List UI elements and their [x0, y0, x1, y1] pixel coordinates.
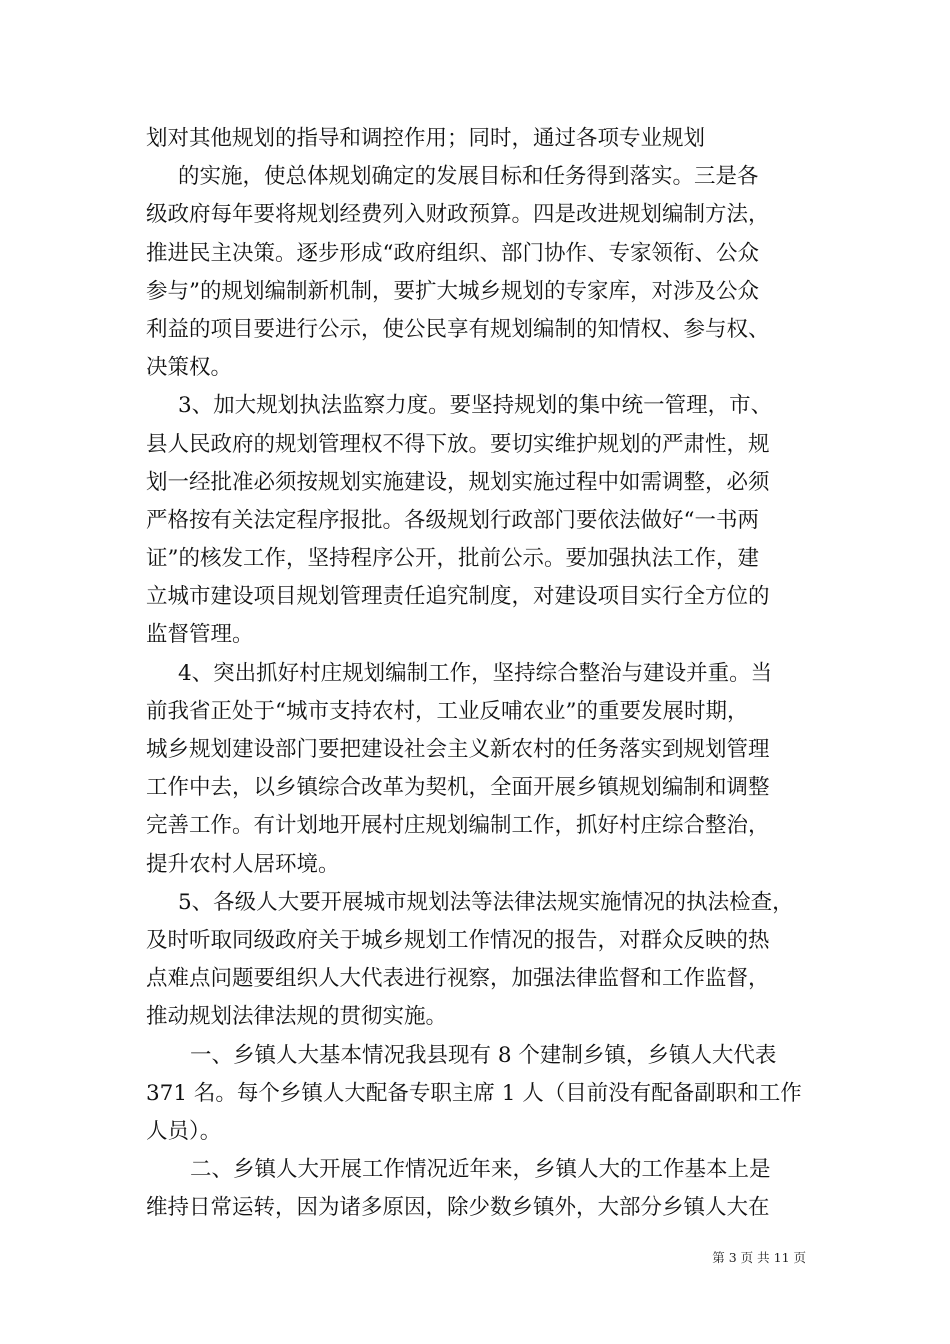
text-line: 划对其他规划的指导和调控作用；同时，通过各项专业规划 — [146, 126, 706, 151]
text-line: 监督管理。 — [146, 622, 254, 648]
text-line: 及时听取同级政府关于城乡规划工作情况的报告，对群众反映的热 — [146, 927, 770, 953]
text-line: 参与”的规划编制新机制，要扩大城乡规划的专家库，对涉及公众 — [146, 278, 759, 304]
text-line: 提升农村人居环境。 — [146, 851, 340, 877]
text-line: 二、乡镇人大开展工作情况近年来，乡镇人大的工作基本上是 — [190, 1157, 771, 1183]
text-line: 决策权。 — [146, 355, 233, 381]
text-line: 利益的项目要进行公示，使公民享有规划编制的知情权、参与权、 — [146, 316, 770, 342]
text-line: 城乡规划建设部门要把建设社会主义新农村的任务落实到规划管理 — [146, 737, 770, 762]
text-line: 的实施，使总体规划确定的发展目标和任务得到落实。三是各 — [178, 164, 759, 190]
body-text — [146, 120, 816, 1227]
text-line: 工作中去，以乡镇综合改革为契机，全面开展乡镇规划编制和调整 — [146, 775, 770, 801]
text-line: 划一经批准必须按规划实施建设，规划实施过程中如需调整，必须 — [146, 469, 770, 495]
text-line: 前我省正处于“城市支持农村，工业反哺农业”的重要发展时期， — [146, 698, 749, 724]
text-line: 一、乡镇人大基本情况我县现有 8 个建制乡镇，乡镇人大代表 — [190, 1042, 777, 1068]
text-line: 3、加大规划执法监察力度。要坚持规划的集中统一管理，市、 — [178, 393, 773, 419]
text-line: 县人民政府的规划管理权不得下放。要切实维护规划的严肃性，规 — [146, 431, 770, 457]
text-line: 4、突出抓好村庄规划编制工作，坚持综合整治与建设并重。当 — [178, 660, 773, 686]
text-line: 维持日常运转，因为诸多原因，除少数乡镇外，大部分乡镇人大在 — [146, 1195, 770, 1221]
text-line: 严格按有关法定程序报批。各级规划行政部门要依法做好“一书两 — [146, 507, 759, 533]
text-line: 级政府每年要将规划经费列入财政预算。四是改进规划编制方法， — [146, 202, 770, 228]
text-line: 立城市建设项目规划管理责任追究制度，对建设项目实行全方位的 — [146, 584, 770, 610]
text-line: 人员）。 — [146, 1118, 222, 1144]
text-line: 5、各级人大要开展城市规划法等法律法规实施情况的执法检查， — [178, 889, 794, 915]
text-line: 推进民主决策。逐步形成“政府组织、部门协作、专家领衔、公众 — [146, 240, 759, 266]
text-line: 371 名。每个乡镇人大配备专职主席 1 人（目前没有配备副职和工作 — [146, 1080, 802, 1106]
text-line: 点难点问题要组织人大代表进行视察，加强法律监督和工作监督， — [146, 966, 770, 992]
text-line: 完善工作。有计划地开展村庄规划编制工作，抓好村庄综合整治， — [146, 813, 770, 839]
text-line: 推动规划法律法规的贯彻实施。 — [146, 1004, 448, 1030]
page-number-footer: 第 3 页 共 11 页 — [712, 1250, 806, 1265]
text-line: 证”的核发工作，坚持程序公开，批前公示。要加强执法工作，建 — [146, 546, 759, 572]
